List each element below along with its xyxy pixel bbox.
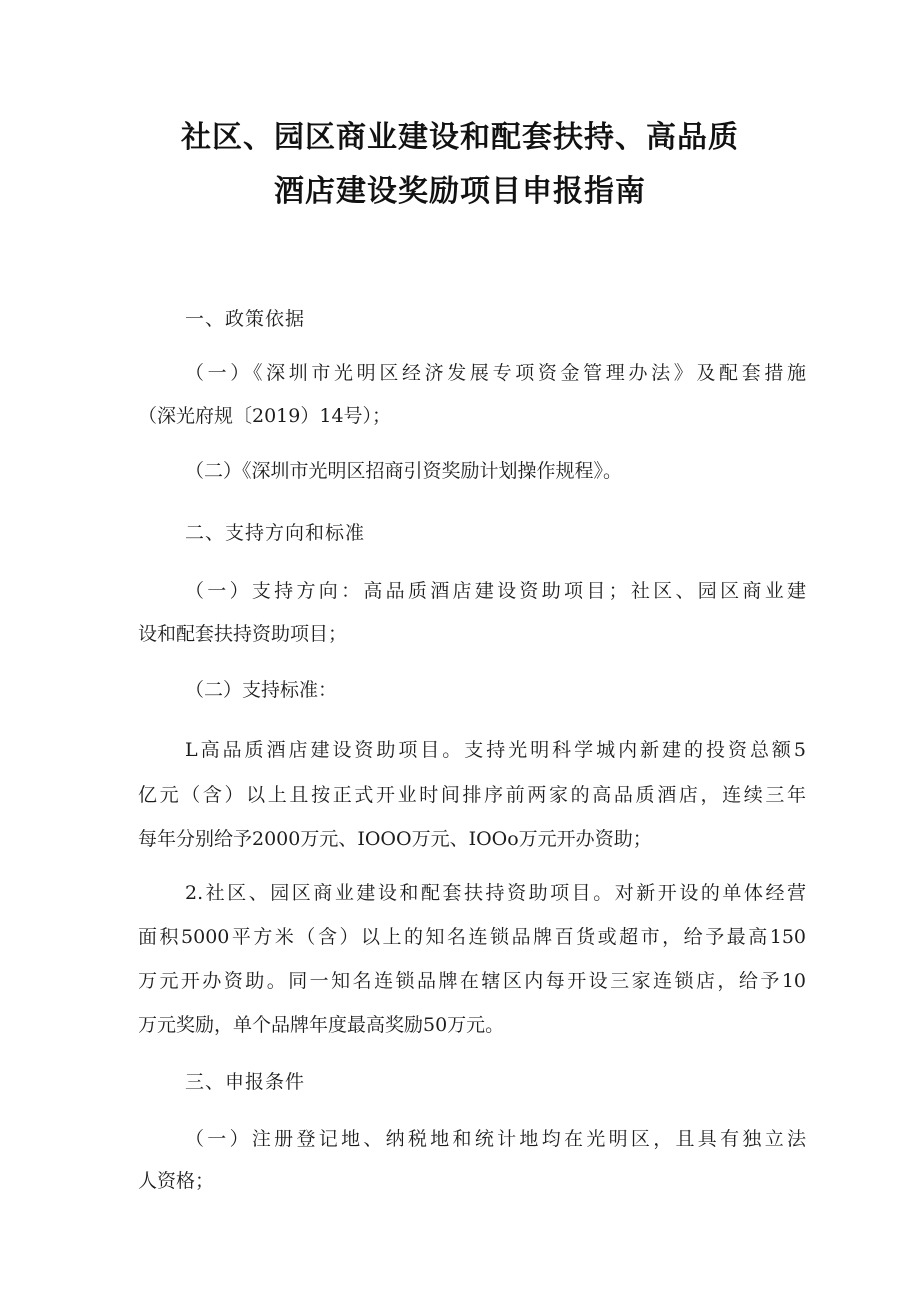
policy-item-1-line-1: （一）《深圳市光明区经济发展专项资金管理办法》及配套措施 [185, 362, 806, 384]
commercial-paragraph-line-2: 面积5000平方米（含）以上的知名连锁品牌百货或超市，给予最高150 [138, 926, 806, 948]
hotel-paragraph-line-2: 亿元（含）以上且按正式开业时间排序前两家的高品质酒店，连续三年 [138, 784, 806, 806]
section-heading-policy-basis: 一、政策依据 [185, 308, 306, 330]
section-heading-conditions: 三、申报条件 [185, 1071, 306, 1093]
policy-item-2: （二）《深圳市光明区招商引资奖励计划操作规程》。 [185, 460, 623, 482]
support-direction-line-2: 设和配套扶持资助项目； [138, 623, 348, 645]
policy-item-1-line-2: （深光府规〔2019）14号）； [138, 405, 392, 427]
support-standard-heading: （二）支持标准： [185, 679, 338, 701]
hotel-paragraph-line-3: 每年分别给予2000万元、IOOO万元、IOOo万元开办资助； [138, 828, 652, 850]
document-title-line-2: 酒店建设奖励项目申报指南 [274, 174, 646, 209]
commercial-paragraph-line-1: 2.社区、园区商业建设和配套扶持资助项目。对新开设的单体经营 [185, 882, 806, 904]
hotel-paragraph-line-1: L高品质酒店建设资助项目。支持光明科学城内新建的投资总额5 [185, 739, 806, 761]
document-title-line-1: 社区、园区商业建设和配套扶持、高品质 [181, 120, 739, 155]
section-heading-support: 二、支持方向和标准 [185, 522, 366, 544]
commercial-paragraph-line-4: 万元奖励，单个品牌年度最高奖励50万元。 [138, 1014, 505, 1036]
condition-item-1-line-1: （一）注册登记地、纳税地和统计地均在光明区，且具有独立法 [185, 1128, 806, 1150]
support-direction-line-1: （一）支持方向：高品质酒店建设资助项目；社区、园区商业建 [185, 580, 806, 602]
condition-item-1-line-2: 人资格； [138, 1170, 215, 1192]
commercial-paragraph-line-3: 万元开办资助。同一知名连锁品牌在辖区内每开设三家连锁店，给予10 [138, 970, 806, 992]
